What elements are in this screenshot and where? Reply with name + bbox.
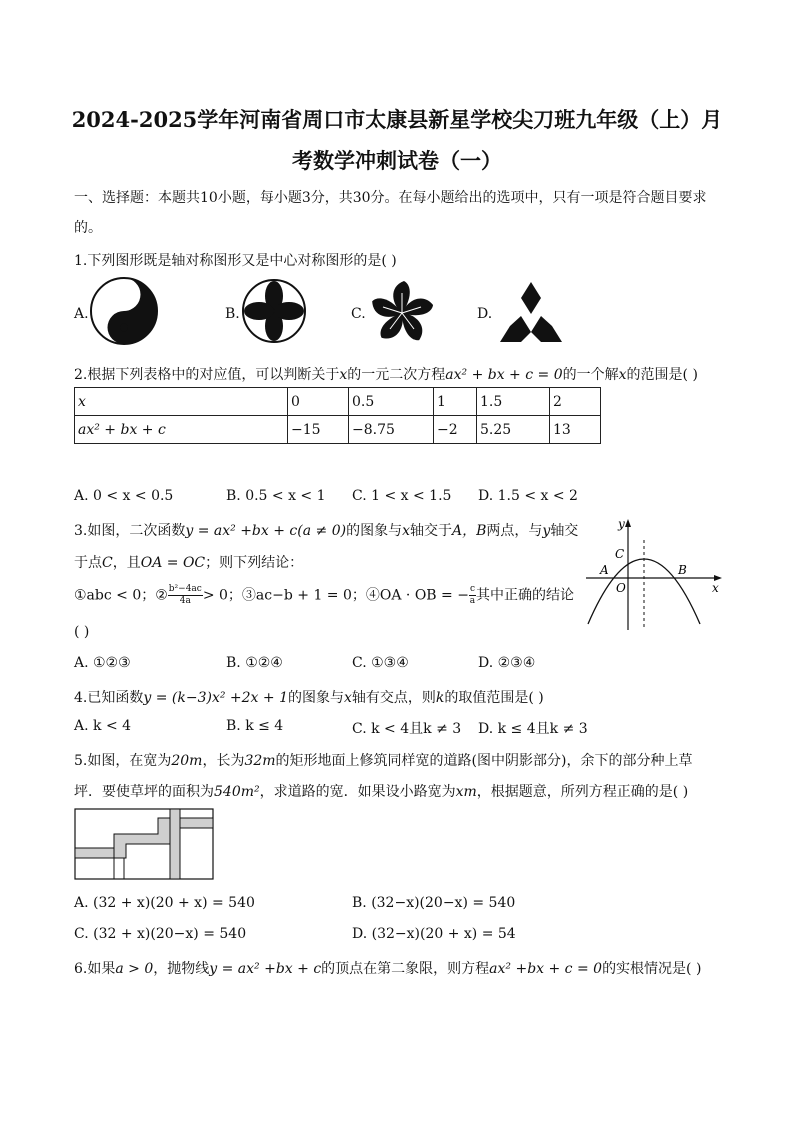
q5-area: 540m² [214, 784, 260, 800]
q3-conclusions: 其中正确的结论 [476, 587, 574, 604]
q4-function: y = (k−3)x² +2x + 1 [143, 690, 288, 706]
q3-condition: OA = OC [140, 555, 206, 571]
q3-option-c: C. ①③④ [352, 655, 409, 671]
q4-stem [74, 687, 544, 707]
q5-option-c: C. (32 + x)(20−x) = 540 [74, 926, 247, 942]
q1-option-a-label: A. [74, 306, 89, 322]
q2-stem-part-c: 的一个解 [562, 367, 619, 383]
q3-points: A，B [451, 523, 487, 539]
q3-conclusions: ①abc < 0；② [74, 587, 168, 604]
table-cell: 0 [288, 388, 349, 416]
q5-text: ，根据题意，所列方程正确的是( ) [476, 784, 689, 800]
q2-equation: ax² + bx + c = 0 [445, 367, 563, 383]
graph-label-b: B [678, 563, 687, 577]
q2-var-x2: x [618, 367, 627, 383]
q6-text: 的实根情况是( ) [602, 961, 702, 977]
q3-fraction: $\frac{\text{b²−4ac}}{4a}$ [168, 584, 202, 606]
q3-fraction2: $\frac{c}{a}$ [469, 584, 476, 606]
q6-stem [74, 958, 701, 978]
q5-text: 坪．要使草坪的面积为 [74, 784, 214, 800]
q3-text: 的图象与 [346, 523, 403, 539]
q3-text: 轴交 [550, 523, 579, 539]
q4-option-d: D. k ≤ 4且k ≠ 3 [478, 721, 588, 737]
yin-yang-figure [89, 276, 159, 346]
q1-option-c-label: C. [351, 306, 366, 322]
q2-option-b: B. 0.5 < x < 1 [226, 488, 326, 504]
q3-option-d: D. ②③④ [478, 655, 536, 671]
q6-equation: ax² +bx + c = 0 [489, 961, 603, 977]
q4-option-b: B. k ≤ 4 [226, 718, 284, 734]
table-cell: x [75, 388, 288, 416]
q3-function: y = ax² +bx + c(a ≠ 0) [185, 523, 347, 539]
graph-label-x: x [712, 581, 719, 595]
table-cell: −15 [288, 416, 349, 444]
q5-road-diagram [74, 808, 214, 880]
q5-line1 [74, 750, 692, 770]
q4-text: 的取值范围是( ) [444, 690, 544, 706]
q5-line2 [74, 781, 688, 801]
q1-option-b-label: B. [225, 306, 240, 322]
q4-text: 4.已知函数 [74, 690, 144, 706]
q2-option-d: D. 1.5 < x < 2 [478, 488, 578, 504]
q5-var: xm [455, 784, 477, 800]
q3-text: 轴交于 [409, 523, 452, 539]
q3-line1 [74, 520, 578, 540]
q4-option-a: A. k < 4 [74, 718, 132, 734]
q3-var: x [402, 523, 410, 539]
four-petal-flower-figure [241, 278, 307, 344]
q3-conclusions: > 0；③ac−b + 1 = 0；④OA · OB = − [202, 587, 469, 604]
q2-stem [74, 364, 698, 384]
paper-title-line1: 2024-2025学年河南省周口市太康县新星学校尖刀班九年级（上）月 [71, 107, 723, 132]
q2-stem-part-b: 的一元二次方程 [347, 367, 446, 383]
q4-var: x [343, 690, 352, 706]
q4-text: 的图象与 [287, 690, 344, 706]
q3-text: ；则下列结论： [205, 555, 304, 571]
q3-text: 3.如图，二次函数 [74, 523, 186, 539]
q3-line2 [74, 552, 303, 572]
table-row [75, 416, 601, 444]
table-cell: −8.75 [349, 416, 434, 444]
q5-text: ，长为 [202, 753, 245, 769]
q6-condition: a > 0 [115, 961, 154, 977]
graph-label-o: O [616, 581, 626, 595]
paper-title-line2: 考数学冲刺试卷（一） [292, 148, 502, 173]
q3-point: C [102, 555, 113, 571]
table-cell: 1.5 [477, 388, 550, 416]
table-cell: 2 [550, 388, 601, 416]
q1-option-d-label: D. [477, 306, 493, 322]
q6-text: 6.如果 [74, 961, 116, 977]
three-diamonds-figure [494, 280, 568, 344]
q5-text: ，求道路的宽．如果设小路宽为 [259, 784, 456, 800]
q5-option-d: D. (32−x)(20 + x) = 54 [352, 926, 516, 942]
q2-value-table [74, 387, 601, 444]
q5-length: 32m [244, 753, 276, 769]
q3-var: y [542, 523, 551, 539]
q3-option-b: B. ①②④ [226, 655, 283, 671]
q4-var: k [435, 690, 445, 706]
section1-instructions-cont: 的。 [74, 220, 102, 236]
section1-instructions: 一、选择题：本题共10小题，每小题3分，共30分。在每小题给出的选项中，只有一项是符合题目要求 [74, 190, 707, 206]
q5-width: 20m [171, 753, 203, 769]
table-row [75, 388, 601, 416]
q4-option-c: C. k < 4且k ≠ 3 [352, 721, 462, 737]
q3-line3 [74, 584, 574, 607]
q5-option-b: B. (32−x)(20−x) = 540 [352, 895, 516, 911]
q6-text: ，抛物线 [153, 961, 210, 977]
table-cell: 5.25 [477, 416, 550, 444]
table-cell: 1 [434, 388, 477, 416]
q6-parabola: y = ax² +bx + c [209, 961, 322, 977]
graph-label-y: y [618, 517, 625, 531]
q3-text: 两点，与 [486, 523, 543, 539]
table-cell: 13 [550, 416, 601, 444]
graph-label-a: A [600, 563, 609, 577]
q5-option-a: A. (32 + x)(20 + x) = 540 [74, 895, 255, 911]
q6-text: 的顶点在第二象限，则方程 [321, 961, 490, 977]
table-cell: −2 [434, 416, 477, 444]
q5-text: 的矩形地面上修筑同样宽的道路(图中阴影部分)，余下的部分种上草 [275, 753, 693, 769]
table-cell: ax² + bx + c [75, 416, 288, 444]
q3-option-a: A. ①②③ [74, 655, 131, 671]
table-cell: 0.5 [349, 388, 434, 416]
q2-option-c: C. 1 < x < 1.5 [352, 488, 452, 504]
bauhinia-flower-figure [366, 278, 438, 346]
q3-text: ，且 [112, 555, 141, 571]
q2-option-a: A. 0 < x < 0.5 [74, 488, 174, 504]
q3-parabola-graph [582, 512, 728, 634]
q2-stem-part-a: 2.根据下列表格中的对应值，可以判断关于 [74, 367, 340, 383]
q3-blank: ( ) [74, 624, 90, 640]
q1-stem: 1.下列图形既是轴对称图形又是中心对称图形的是( ) [74, 253, 397, 269]
q4-text: 轴有交点，则 [351, 690, 436, 706]
q5-text: 5.如图，在宽为 [74, 753, 172, 769]
graph-label-c: C [615, 547, 625, 561]
q2-stem-part-d: 的范围是( ) [626, 367, 698, 383]
q3-text: 于点 [74, 555, 102, 571]
q2-var-x: x [339, 367, 348, 383]
